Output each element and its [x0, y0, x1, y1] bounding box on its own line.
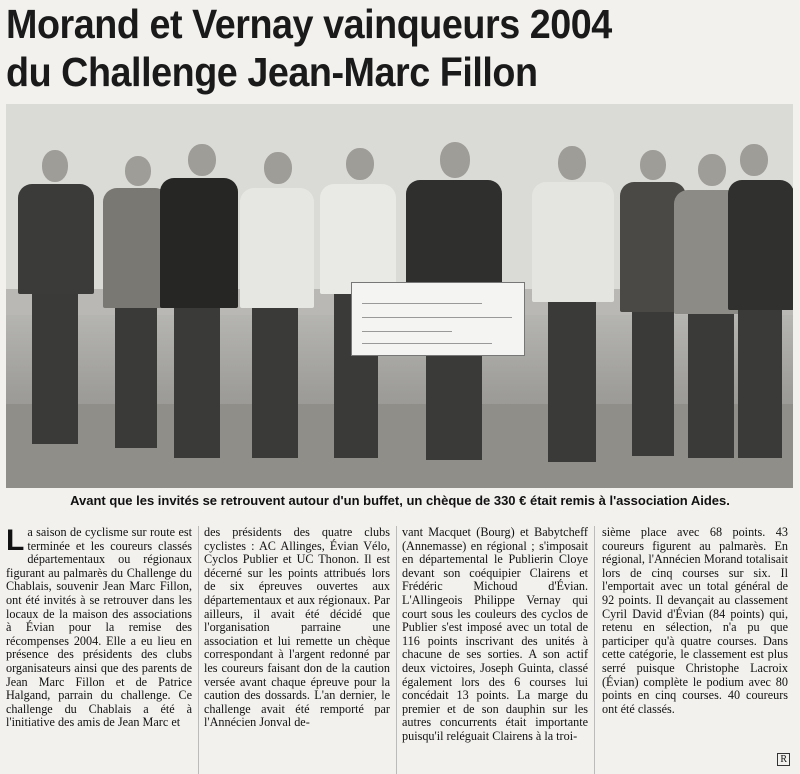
photo-caption: Avant que les invités se retrouvent autour d'un buffet, un chèque de 330 € était remis à l'association Aides. — [70, 493, 730, 508]
headline-line-1: Morand et Vernay vainqueurs 2004 — [6, 1, 612, 47]
person-silhouette — [14, 150, 94, 460]
person-silhouette — [728, 144, 793, 464]
column-divider — [594, 526, 595, 774]
person-silhouette — [158, 144, 238, 464]
column-divider — [198, 526, 199, 774]
headline-line-2: du Challenge Jean-Marc Fillon — [6, 49, 538, 95]
drop-cap: L — [6, 526, 25, 557]
giant-cheque — [351, 282, 525, 356]
article-column-4 — [602, 526, 788, 716]
article-paragraph: sième place avec 68 points. 43 coureurs figurent au palmarès. En régional, l'Annécien Morand totalisait lors de cinq courses sur six. Il l'emportait avec un total général de 92 points. Il devançait au classement Cyril David d'Évian (84 points) qui, retenu en sélection, n'a pu que participer qu'à quatre courses. Dans cette catégorie, le classement est plus serré puisque Christophe Lacroix (Évian) complète le podium avec 80 points en cinq courses. 40 coureurs ont été classés. — [602, 526, 788, 716]
article-headline — [6, 0, 733, 96]
person-silhouette — [236, 152, 316, 464]
column-divider — [396, 526, 397, 774]
article-paragraph: vant Macquet (Bourg) et Babytcheff (Annemasse) en régional ; s'imposait en départemental le Publierin Cloye devant son coéquipier Clairens et Frédéric Michoud d'Évian. L'Allingeois Philippe Vernay qui court sous les couleurs des cyclos de Publier s'est imposé avec un total de 116 points inscrivant des unités à chacune de ses sorties. A son actif deux victoires, Joseph Guinta, classé également lors des 6 courses lui concédait 13 points. La marge du premier et de son dauphin sur les autres concurrents était importante puisqu'il reléguait Clairens à la troi- — [402, 526, 588, 743]
article-column-1 — [6, 526, 192, 730]
article-paragraph: des présidents des quatre clubs cyclistes : AC Allinges, Évian Vélo, Cyclos Publier et UC Thonon. Il est décerné sur les points attribués lors de six épreuves ouvertes aux départementaux et aux régionaux. Par ailleurs, il avait été décidé que l'organisation parraine une association et lui remette un chèque correspondant à l'argent redonné par les coureurs faisant don de la caution versée avant chaque épreuve pour la caution des dossards. L'an dernier, le challenge avait été remporté par l'Annécien Jonval de- — [204, 526, 390, 730]
person-silhouette — [526, 146, 618, 468]
group-photo — [6, 104, 793, 488]
article-body — [4, 526, 794, 774]
article-column-2 — [204, 526, 390, 730]
author-signature: R — [777, 753, 790, 766]
article-column-3 — [402, 526, 588, 744]
article-paragraph: a saison de cyclisme sur route est terminée et les coureurs classés départementaux ou régionaux figurant au palmarès du Challenge du Chablais, souvenir Jean Marc Fillon, ont été invités à se retrouver dans les locaux de la maison des associations à Évian pour la remise des récompenses 2004. Elle a eu lieu en présence des présidents des clubs organisateurs ainsi que des parents de Jean Marc Fillon et de Patrice Halgand, parrain du challenge. Ce challenge du Chablais a été à l'initiative des amis de Jean Marc et — [6, 526, 192, 730]
